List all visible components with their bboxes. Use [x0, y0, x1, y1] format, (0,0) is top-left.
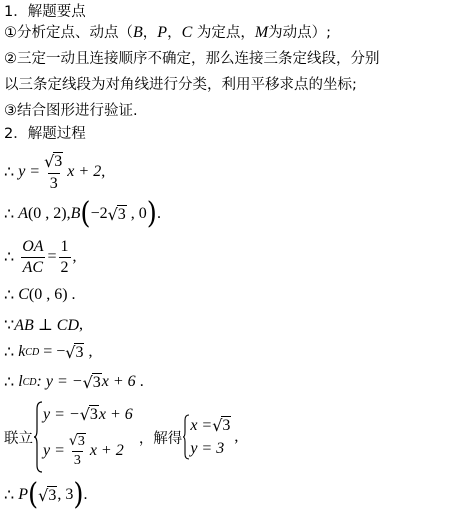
point-c-coords: (0 , 6)	[28, 286, 68, 303]
radicand: 3	[54, 152, 63, 170]
punct: ,	[79, 316, 84, 333]
punct: ,	[234, 428, 239, 445]
radicand: 3	[77, 433, 85, 449]
eq-lhs: y =	[43, 441, 65, 459]
punct: .	[139, 373, 144, 390]
point-a-coords: (0 , 2)	[27, 205, 67, 222]
point-b-label: B	[70, 205, 81, 222]
equation-line-1	[4, 150, 105, 194]
equation-line-4	[4, 283, 76, 307]
subscript: CD	[25, 346, 40, 358]
point-a-label: A	[18, 205, 28, 222]
denominator: 3	[73, 452, 81, 468]
because-symbol: ∵	[4, 317, 15, 334]
eq-lhs: y = −	[43, 405, 80, 423]
therefore-symbol: ∴	[4, 287, 15, 304]
point-m-label: M	[254, 24, 269, 41]
punct: .	[156, 205, 161, 222]
coefficient: −2	[90, 205, 108, 222]
solve-text: ，解得	[138, 430, 183, 447]
equation-line-5	[4, 313, 83, 337]
coord-rest: , 3	[57, 486, 74, 503]
punct: .	[83, 486, 88, 503]
left-brace	[33, 401, 43, 473]
paren: (	[27, 477, 39, 512]
point-p-label: P	[157, 24, 168, 41]
eq-rest: x + 2	[89, 441, 124, 459]
radicand: 3	[117, 205, 126, 223]
fraction: √ 3 3	[68, 432, 85, 468]
solution-y: y = 3	[190, 439, 225, 457]
line-symbol: l	[18, 373, 23, 390]
therefore-symbol: ∴	[4, 344, 15, 361]
denominator: 3	[49, 174, 58, 192]
half-fraction	[59, 238, 71, 277]
paren: (	[80, 196, 91, 232]
point-b-label: B	[133, 24, 143, 41]
punct: ,	[101, 163, 106, 180]
therefore-symbol: ∴	[4, 164, 15, 181]
radicand: 3	[92, 373, 101, 391]
paren: )	[73, 477, 84, 512]
equals: = −	[43, 343, 66, 360]
key-point-1-mid: 为定点，	[192, 25, 255, 41]
subscript: CD	[22, 376, 37, 388]
radicand: 3	[48, 486, 57, 504]
eq1-lhs: y =	[18, 163, 41, 180]
ratio-fraction	[20, 238, 45, 277]
separator: ，	[142, 25, 158, 41]
eq-rest: x + 6	[98, 405, 133, 423]
eq1-rhs: x + 2	[67, 163, 102, 180]
eq-lhs: x =	[190, 416, 213, 434]
denominator: 2	[60, 258, 69, 276]
fraction: √ 3 3	[44, 151, 63, 192]
solution-x: x = √ 3	[190, 416, 231, 436]
punct: ,	[72, 248, 77, 265]
radicand: 3	[89, 406, 98, 424]
therefore-symbol: ∴	[4, 487, 15, 504]
system-equation-1: y = − √ 3 x + 6	[43, 405, 133, 425]
system-lead-text: 联立	[4, 430, 33, 447]
radicand: 3	[75, 343, 84, 361]
key-point-2-continued: 以三条定线段为对角线进行分类，利用平移求点的坐标;	[4, 77, 357, 93]
equation-line-7: ∴ l CD : y = − √ 3 x + 6 .	[4, 372, 144, 392]
punct: ,	[88, 343, 93, 360]
key-point-2: ②三定一动且连接顺序不确定，那么连接三条定线段，分别	[4, 51, 380, 67]
equation-line-6: ∴ k CD = − √ 3 ,	[4, 342, 93, 362]
equals: =	[47, 248, 57, 265]
equation-line-3	[4, 235, 77, 279]
line-equation-rest: x + 6	[101, 373, 136, 390]
equation-system	[4, 400, 238, 474]
denominator: AC	[22, 258, 44, 276]
system-equations	[43, 401, 133, 473]
key-point-1	[4, 23, 331, 43]
key-point-3: ③结合图形进行验证.	[4, 103, 138, 119]
line-equation-lhs: : y = −	[36, 373, 83, 390]
section-heading-key-points: 1．解题要点	[4, 4, 86, 20]
punct: ,	[66, 205, 71, 222]
key-point-1-prefix: ①分析定点、动点（	[4, 25, 133, 41]
slope-symbol: k	[18, 343, 26, 360]
numerator: 1	[60, 237, 69, 255]
system-equation-2	[43, 433, 133, 469]
numerator: OA	[22, 237, 44, 255]
key-point-1-suffix: 为动点）;	[268, 25, 332, 41]
equation-line-2: ∴ A (0 , 2) , B ( −2 √ 3 , 0 ) .	[4, 196, 161, 232]
therefore-symbol: ∴	[4, 206, 15, 223]
solution-values	[190, 414, 231, 460]
point-c-label: C	[18, 286, 29, 303]
paren: )	[146, 196, 157, 232]
radicand: 3	[222, 417, 231, 435]
punct: .	[71, 286, 76, 303]
therefore-symbol: ∴	[4, 374, 15, 391]
section-heading-process: 2．解题过程	[4, 126, 86, 142]
therefore-symbol: ∴	[4, 249, 15, 266]
point-p-label: P	[18, 486, 28, 503]
perpendicular-statement: AB ⊥ CD	[14, 317, 80, 334]
point-c-label: C	[181, 24, 193, 41]
coord-rest: , 0	[130, 205, 147, 222]
equation-line-final: ∴ P ( √ 3 , 3 ) .	[4, 477, 88, 512]
separator: ，	[167, 25, 182, 41]
